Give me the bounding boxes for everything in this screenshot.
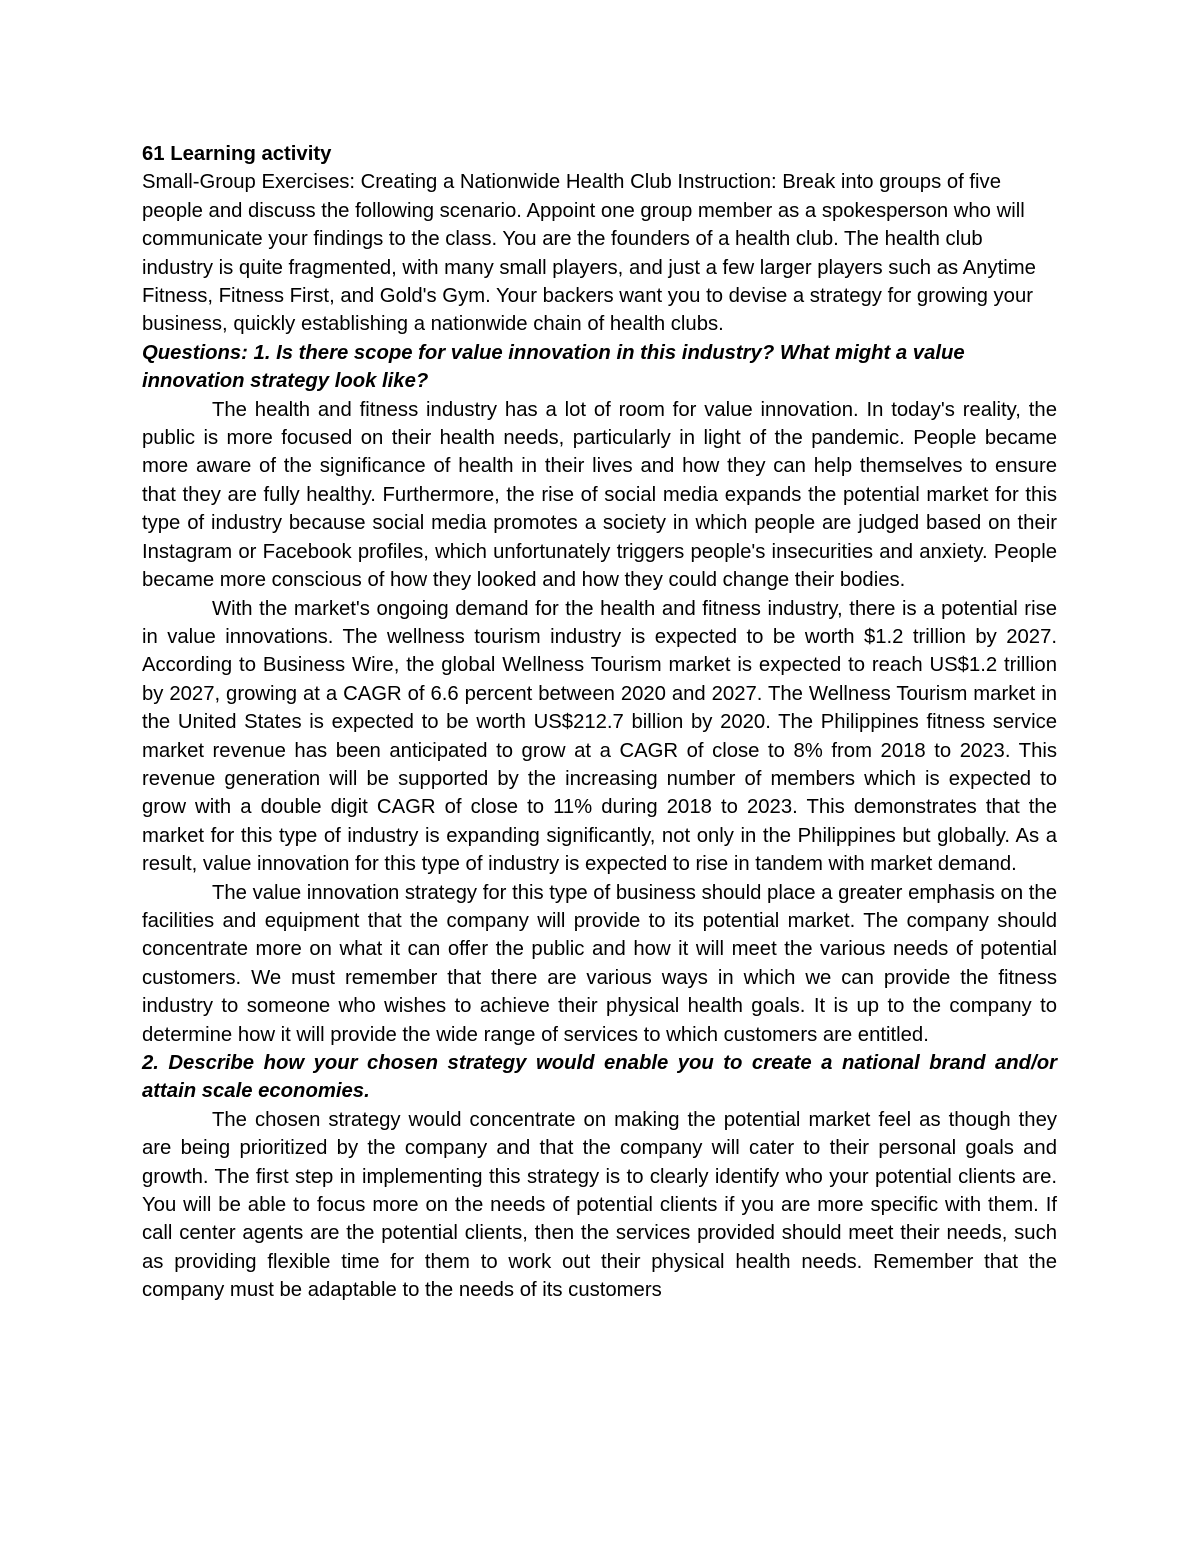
answer-1-paragraph-1: The health and fitness industry has a lot of room for value innovation. In today's reality, the public is more focused on their health needs, particularly in light of the pandemic. People became more aware of the significance of health in their lives and how they can help themselves to ensure that they are fully healthy. Furthermore, the rise of social media expands the potential market for this type of industry because social media promotes a society in which people are judged based on their Instagram or Facebook profiles, which unfortunately triggers people's insecurities and anxiety. People became more conscious of how they looked and how they could change their bodies.	[142, 398, 1057, 592]
question-2: 2. Describe how your chosen strategy would enable you to create a national brand and/or attain scale economies.	[142, 1052, 1057, 1103]
document-page	[142, 140, 1057, 1305]
answer-1-paragraph-3: The value innovation strategy for this type of business should place a greater emphasis on the facilities and equipment that the company will provide to its potential market. The company should concentrate more on what it can offer the public and how it will meet the various needs of potential customers. We must remember that there are various ways in which we can provide the fitness industry to someone who wishes to achieve their physical health goals. It is up to the company to determine how it will provide the wide range of services to which customers are entitled.	[142, 881, 1057, 1046]
answer-1-paragraph-2: With the market's ongoing demand for the health and fitness industry, there is a potential rise in value innovations. The wellness tourism industry is expected to be worth $1.2 trillion by 2027. According to Business Wire, the global Wellness Tourism market is expected to reach US$1.2 trillion by 2027, growing at a CAGR of 6.6 percent between 2020 and 2027. The Wellness Tourism market in the United States is expected to be worth US$212.7 billion by 2020. The Philippines fitness service market revenue has been anticipated to grow at a CAGR of close to 8% from 2018 to 2023. This revenue generation will be supported by the increasing number of members which is expected to grow with a double digit CAGR of close to 11% during 2018 to 2023. This demonstrates that the market for this type of industry is expanding significantly, not only in the Philippines but globally. As a result, value innovation for this type of industry is expected to rise in tandem with market demand.	[142, 597, 1057, 876]
intro-paragraph: Small-Group Exercises: Creating a Nationwide Health Club Instruction: Break into groups of five people and discuss the following scenario. Appoint one group member as a spokesperson who will communicate your findings to the class. You are the founders of a health club. The health club industry is quite fragmented, with many small players, and just a few larger players such as Anytime Fitness, Fitness First, and Gold's Gym. Your backers want you to devise a strategy for growing your business, quickly establishing a nationwide chain of health clubs.	[142, 171, 1036, 336]
answer-2-paragraph-1: The chosen strategy would concentrate on making the potential market feel as though they are being prioritized by the company and that the company will cater to their personal goals and growth. The first step in implementing this strategy is to clearly identify who your potential clients are. You will be able to focus more on the needs of potential clients if you are more specific with them. If call center agents are the potential clients, then the services provided should meet their needs, such as providing flexible time for them to work out their physical health needs. Remember that the company must be adaptable to the needs of its customers	[142, 1108, 1057, 1302]
question-1: Questions: 1. Is there scope for value innovation in this industry? What might a value innovation strategy look like?	[142, 341, 965, 393]
document-heading: 61 Learning activity	[142, 143, 332, 165]
